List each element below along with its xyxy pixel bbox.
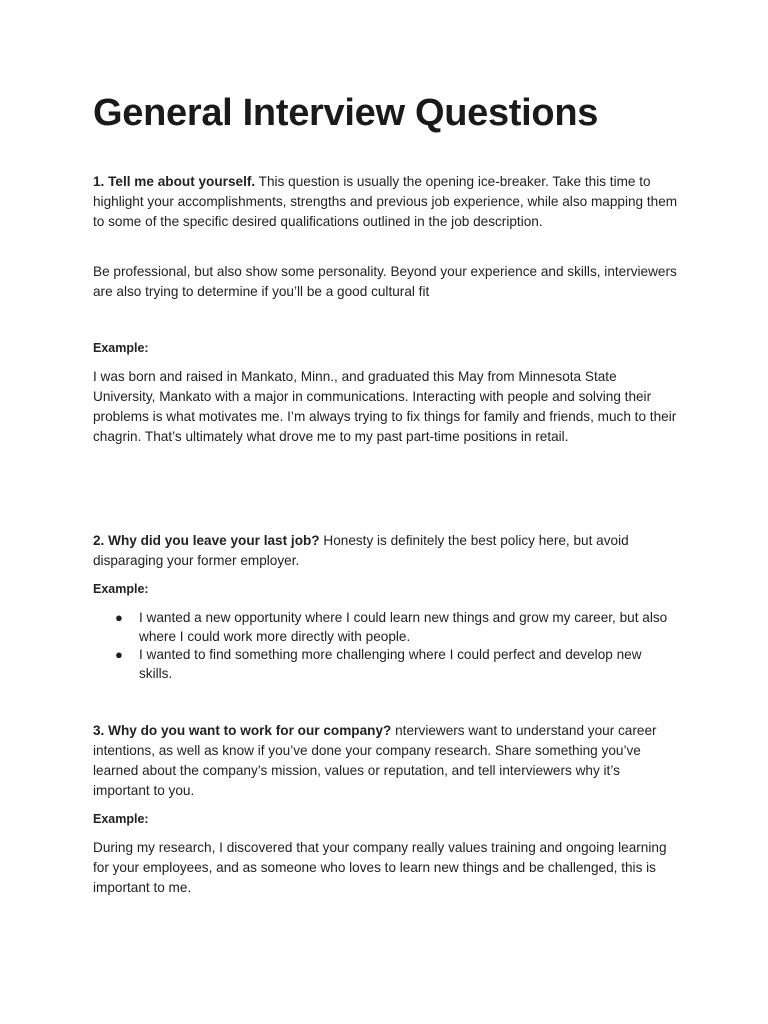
question-1-paragraph-2: Be professional, but also show some personality. Beyond your experience and skills, interviewers are also trying to determine if you’ll be a good cultural fit [93,264,677,299]
page-title: General Interview Questions [93,92,599,134]
question-2-bullet-list [93,609,678,683]
question-1-example-text: I was born and raised in Mankato, Minn., and graduated this May from Minnesota State University, Mankato with a major in communications. Interacting with people and solving their problems is what motivates me. I’m always trying to fix things for family and friends, much to their chagrin. That’s ultimately what drove me to my past part-time positions in retail. [93,369,677,444]
question-3-text: nterviewers want to understand your career intentions, as well as know if you’ve done your company research. Share something you’ve learned about the company’s mission, values or reputation, and tell interviewers why it’s important to you. [93,723,657,798]
list-item-text: I wanted a new opportunity where I could learn new things and grow my career, but also where I could work more directly with people. [139,610,668,644]
list-item [93,609,678,646]
question-2-label: 2. Why did you leave your last job? [93,533,320,548]
question-3-label: 3. Why do you want to work for our company? [93,723,392,738]
question-2-example-label: Example: [93,582,149,596]
question-3-example-text: During my research, I discovered that your company really values training and ongoing learning for your employees, and as someone who loves to learn new things and be challenged, this is important to me. [93,840,667,895]
bullet-icon: ● [115,647,123,662]
question-1-paragraph [93,172,678,232]
question-3-paragraph [93,721,678,801]
question-2-paragraph [93,531,678,571]
question-3-example-label: Example: [93,812,149,826]
bullet-icon: ● [115,610,123,625]
list-item-text: I wanted to find something more challenging where I could perfect and develop new skills. [139,647,642,681]
question-1-text: This question is usually the opening ice-breaker. Take this time to highlight your accomplishments, strengths and previous job experience, while also mapping them to some of the specific desired qualifications outlined in the job description. [93,174,678,229]
question-1-example-label: Example: [93,341,149,355]
question-1-label: 1. Tell me about yourself. [93,174,256,189]
list-item [93,646,678,683]
question-2-text: Honesty is definitely the best policy here, but avoid disparaging your former employer. [93,533,629,568]
